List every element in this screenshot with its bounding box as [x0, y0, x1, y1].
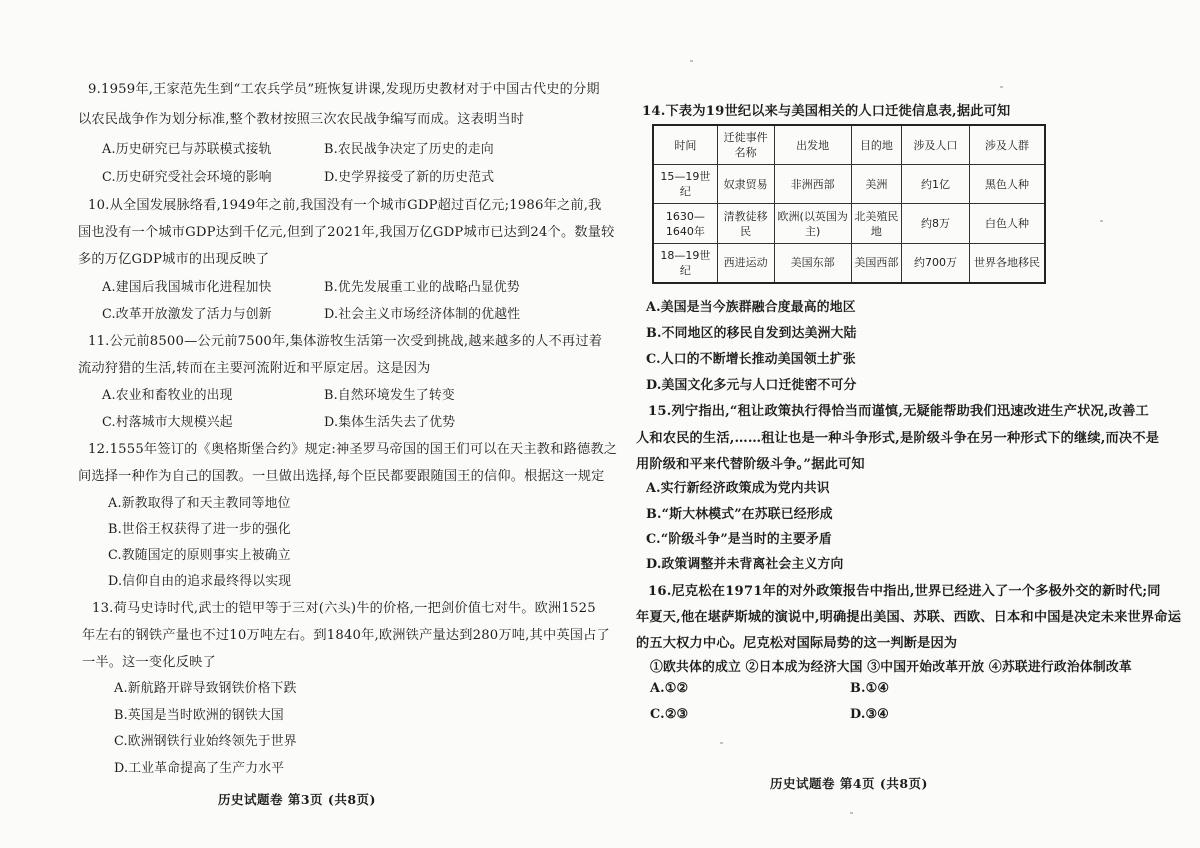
- table-cell: 北美殖民地: [851, 204, 901, 243]
- q12-stem-line1: 12.1555年签订的《奥格斯堡合约》规定:神圣罗马帝国的国王们可以在天主教和路德教之: [88, 442, 618, 457]
- migration-table: [652, 124, 1046, 284]
- q9-option-a: A.历史研究已与苏联模式接轨: [102, 142, 272, 157]
- q9-stem-line1: 9.1959年,王家范先生到“工农兵学员”班恢复讲课,发现历史教材对于中国古代史的分期: [88, 82, 600, 97]
- q9-option-b: B.农民战争决定了历史的走向: [324, 142, 494, 157]
- table-cell: 1630—1640年: [653, 204, 717, 243]
- q9-option-d: D.史学界接受了新的历史范式: [324, 170, 495, 185]
- q16-stem-line1: 16.尼克松在1971年的对外政策报告中指出,世界已经进入了一个多极外交的新时代;同: [648, 584, 1161, 599]
- table-cell: 美洲: [851, 165, 901, 204]
- scan-speck: [690, 60, 693, 62]
- q10-option-c: C.改革开放激发了活力与创新: [102, 307, 272, 322]
- q13-stem-line2: 年左右的钢铁产量也不过10万吨左右。到1840年,欧洲铁产量达到280万吨,其中英国占了: [82, 628, 610, 643]
- scan-speck: [1000, 86, 1003, 88]
- q10-option-b: B.优先发展重工业的战略凸显优势: [324, 280, 520, 295]
- q14-option-b: B.不同地区的移民自发到达美洲大陆: [646, 326, 857, 341]
- q16-stem-line2: 年夏天,他在堪萨斯城的演说中,明确提出美国、苏联、西欧、日本和中国是决定未来世界命运: [636, 610, 1182, 625]
- table-cell: 白色人种: [970, 204, 1045, 243]
- table-cell: 15—19世纪: [653, 165, 717, 204]
- q16-items: ①欧共体的成立 ②日本成为经济大国 ③中国开始改革开放 ④苏联进行政治体制改革: [650, 660, 1132, 675]
- table-header-cell: 出发地: [774, 125, 851, 165]
- table-header-row: [653, 125, 1045, 165]
- q13-stem-line1: 13.荷马史诗时代,武士的铠甲等于三对(六头)牛的价格,一把剑价值七对牛。欧洲1525: [92, 601, 596, 616]
- table-cell: 西进运动: [717, 243, 774, 283]
- right-page-footer: 历史试题卷 第4页 (共8页): [770, 776, 928, 791]
- scan-speck: [1100, 220, 1103, 222]
- q12-option-a: A.新教取得了和天主教同等地位: [108, 496, 291, 511]
- q14-option-d: D.美国文化多元与人口迁徙密不可分: [646, 378, 857, 393]
- q15-option-b: B.“斯大林模式”在苏联已经形成: [646, 507, 833, 522]
- table-header-cell: 目的地: [851, 125, 901, 165]
- q15-stem-line1: 15.列宁指出,“租让政策执行得恰当而谨慎,无疑能帮助我们迅速改进生产状况,改善工: [648, 404, 1149, 419]
- scan-speck: [720, 742, 723, 744]
- table-row: [653, 243, 1045, 283]
- q14-option-a: A.美国是当今族群融合度最高的地区: [646, 300, 856, 315]
- q11-option-b: B.自然环境发生了转变: [324, 388, 455, 403]
- table-header-cell: 迁徙事件名称: [717, 125, 774, 165]
- q12-stem-line2: 间选择一种作为自己的国教。一旦做出选择,每个臣民都要跟随国王的信仰。根据这一规定: [78, 469, 605, 484]
- q14-option-c: C.人口的不断增长推动美国领土扩张: [646, 352, 856, 367]
- q12-option-b: B.世俗王权获得了进一步的强化: [108, 522, 291, 537]
- left-page-footer: 历史试题卷 第3页 (共8页): [218, 792, 376, 807]
- q15-option-c: C.“阶级斗争”是当时的主要矛盾: [646, 532, 832, 547]
- q13-option-a: A.新航路开辟导致钢铁价格下跌: [114, 681, 297, 696]
- table-cell: 18—19世纪: [653, 243, 717, 283]
- table-cell: 非洲西部: [774, 165, 851, 204]
- q9-stem-line2: 以农民战争作为划分标准,整个教材按照三次农民战争编写而成。这表明当时: [78, 112, 525, 127]
- q10-stem-line2: 国也没有一个城市GDP达到千亿元,但到了2021年,我国万亿GDP城市已达到24个。数量较: [78, 225, 615, 240]
- q12-option-d: D.信仰自由的追求最终得以实现: [108, 574, 292, 589]
- q15-stem-line3: 用阶级和平来代替阶级斗争。”据此可知: [636, 457, 865, 472]
- q16-stem-line3: 的五大权力中心。尼克松对国际局势的这一判断是因为: [636, 636, 958, 651]
- q9-option-c: C.历史研究受社会环境的影响: [102, 170, 272, 185]
- q13-stem-line3: 一半。这一变化反映了: [82, 655, 216, 670]
- q13-option-c: C.欧洲钢铁行业始终领先于世界: [114, 734, 297, 749]
- table-cell: 约700万: [901, 243, 969, 283]
- q16-option-b: B.①④: [850, 681, 890, 696]
- scan-speck: [850, 812, 853, 814]
- table-cell: 清教徒移民: [717, 204, 774, 243]
- table-row: [653, 204, 1045, 243]
- q13-option-b: B.英国是当时欧洲的钢铁大国: [114, 708, 284, 723]
- q12-option-c: C.教随国定的原则事实上被确立: [108, 548, 291, 563]
- q11-option-c: C.村落城市大规模兴起: [102, 415, 233, 430]
- table-cell: 黑色人种: [970, 165, 1045, 204]
- left-page: [78, 0, 618, 848]
- q10-stem-line3: 多的万亿GDP城市的出现反映了: [78, 252, 270, 267]
- q10-option-a: A.建国后我国城市化进程加快: [102, 280, 272, 295]
- table-cell: 美国西部: [851, 243, 901, 283]
- q14-stem: 14.下表为19世纪以来与美国相关的人口迁徙信息表,据此可知: [642, 104, 1011, 119]
- table-cell: 约1亿: [901, 165, 969, 204]
- q16-option-c: C.②③: [650, 707, 689, 722]
- q11-option-a: A.农业和畜牧业的出现: [102, 388, 233, 403]
- q16-option-a: A.①②: [650, 681, 689, 696]
- table-header-cell: 时间: [653, 125, 717, 165]
- q15-option-a: A.实行新经济政策成为党内共识: [646, 481, 830, 496]
- q10-stem-line1: 10.从全国发展脉络看,1949年之前,我国没有一个城市GDP超过百亿元;1986年之前,我: [88, 198, 602, 213]
- table-cell: 美国东部: [774, 243, 851, 283]
- q16-option-d: D.③④: [850, 707, 889, 722]
- table-cell: 约8万: [901, 204, 969, 243]
- table-header-cell: 涉及人群: [970, 125, 1045, 165]
- table-cell: 欧洲(以英国为主): [774, 204, 851, 243]
- q10-option-d: D.社会主义市场经济体制的优越性: [324, 307, 521, 322]
- table-header-cell: 涉及人口: [901, 125, 969, 165]
- q13-option-d: D.工业革命提高了生产力水平: [114, 761, 285, 776]
- table-cell: 世界各地移民: [970, 243, 1045, 283]
- q11-stem-line2: 流动狩猎的生活,转而在主要河流附近和平原定居。这是因为: [78, 361, 431, 376]
- table-cell: 奴隶贸易: [717, 165, 774, 204]
- q15-stem-line2: 人和农民的生活,……租让也是一种斗争形式,是阶级斗争在另一种形式下的继续,而决不是: [636, 431, 1160, 446]
- q15-option-d: D.政策调整并未背离社会主义方向: [646, 557, 844, 572]
- q11-stem-line1: 11.公元前8500—公元前7500年,集体游牧生活第一次受到挑战,越来越多的人不再过着: [88, 334, 603, 349]
- table-row: [653, 165, 1045, 204]
- q11-option-d: D.集体生活失去了优势: [324, 415, 456, 430]
